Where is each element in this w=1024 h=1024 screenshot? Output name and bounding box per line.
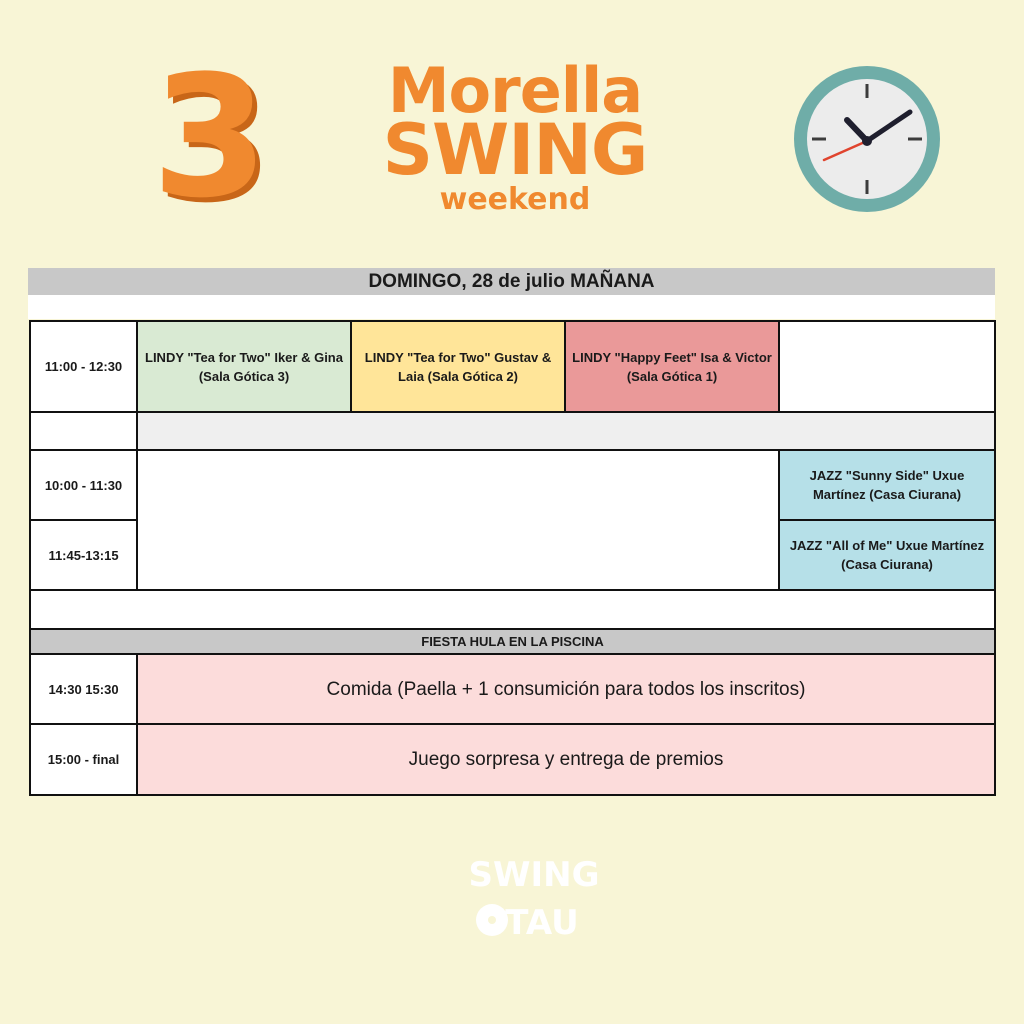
time-slot-2: 10:00 - 11:30 xyxy=(29,449,138,521)
class-lindy-gustav-laia: LINDY "Tea for Two" Gustav & Laia (Sala Gótica 2) xyxy=(350,320,566,413)
swing-tau-logo xyxy=(462,848,602,948)
time-slot-4: 14:30 15:30 xyxy=(29,653,138,725)
empty-time-cell xyxy=(29,411,138,451)
class-lindy-iker-gina: LINDY "Tea for Two" Iker & Gina (Sala Gótica 3) xyxy=(136,320,352,413)
empty-block xyxy=(136,449,780,591)
empty-slot xyxy=(778,320,996,413)
class-lindy-isa-victor: LINDY "Happy Feet" Isa & Victor (Sala Gótica 1) xyxy=(564,320,780,413)
logo-tau-text: TAU xyxy=(505,903,579,943)
event-comida: Comida (Paella + 1 consumición para todos los inscritos) xyxy=(136,653,996,725)
time-slot-3: 11:45-13:15 xyxy=(29,519,138,591)
grey-spacer-row xyxy=(136,411,996,451)
clock-icon xyxy=(792,64,942,214)
edition-number: 3 xyxy=(151,39,269,235)
logo-weekend: weekend xyxy=(439,182,591,217)
spacer-strip xyxy=(28,295,995,319)
logo-swing: SWING xyxy=(382,109,648,191)
time-slot-1: 11:00 - 12:30 xyxy=(29,320,138,413)
class-jazz-sunny-side: JAZZ "Sunny Side" Uxue Martínez (Casa Ciurana) xyxy=(778,449,996,521)
logo-morella: Morella xyxy=(387,54,643,127)
white-spacer-row xyxy=(29,589,996,630)
event-juego-premios: Juego sorpresa y entrega de premios xyxy=(136,723,996,796)
class-jazz-all-of-me: JAZZ "All of Me" Uxue Martínez (Casa Ciurana) xyxy=(778,519,996,591)
day-title: DOMINGO, 28 de julio MAÑANA xyxy=(28,268,995,295)
fiesta-band-title: FIESTA HULA EN LA PISCINA xyxy=(29,628,996,655)
time-slot-5: 15:00 - final xyxy=(29,723,138,796)
logo-swing-text: SWING xyxy=(468,855,600,895)
